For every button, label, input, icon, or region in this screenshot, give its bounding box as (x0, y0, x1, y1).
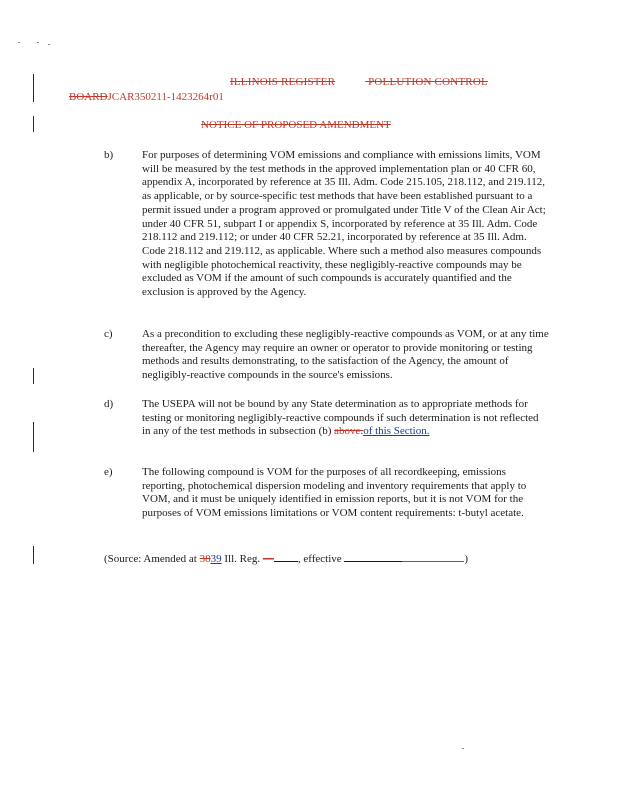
subsection-label: e) (104, 466, 113, 478)
subsection-b (104, 149, 549, 300)
date-blank-inserted (402, 551, 464, 562)
scan-speck (462, 748, 464, 749)
deleted-text: above. (334, 425, 364, 438)
document-id (69, 91, 224, 103)
source-note (104, 551, 534, 565)
change-bar (33, 74, 34, 102)
inserted-text: of this Section. (363, 425, 430, 438)
subsection-e (104, 466, 549, 521)
agency-name: POLLUTION CONTROL (368, 76, 488, 88)
source-effective: , effective (297, 553, 342, 565)
subsection-label: c) (104, 328, 113, 340)
subsection-label: b) (104, 149, 114, 161)
subsection-text: The USEPA will not be bound by any State determination as to appropriate methods for testing or monitoring negligibly-reactive compounds if such determination is not reflected in any of the test methods in subsection (b) (142, 398, 539, 438)
change-bar (33, 116, 34, 132)
subsection-d (104, 398, 549, 439)
scan-speck (37, 42, 39, 43)
page-blank (274, 551, 298, 562)
date-blank (344, 551, 402, 562)
source-register: Ill. Reg. (224, 553, 261, 565)
source-close: ) (464, 553, 469, 565)
register-header (230, 76, 518, 88)
deleted-volume: 38 (199, 553, 211, 565)
subsection-text: The following compound is VOM for the purposes of all recordkeeping, emissions reporting, photochemical dispersion modeling and inventory requirements that apply to VOM, and it must be uniquely identified in emission reports, but it is not VOM for the purposes of VOM emissions limitations or VOM content requirements: t-butyl acetate. (142, 466, 527, 520)
subsection-c (104, 328, 549, 383)
inserted-volume: 39 (210, 553, 222, 565)
change-bar (33, 368, 34, 384)
register-name: ILLINOIS REGISTER (230, 76, 336, 88)
deleted-board-text: BOARD (69, 91, 108, 103)
deleted-dash: — (262, 553, 274, 565)
change-bar (33, 422, 34, 452)
source-prefix: (Source: Amended at (104, 553, 197, 565)
jcar-number: JCAR350211-1423264r01 (107, 91, 224, 103)
subsection-text: As a precondition to excluding these negligibly-reactive compounds as VOM, or at any time thereafter, the Agency may require an owner or operator to provide monitoring or testing methods and results demonstrating, to the satisfaction of the Agency, the amount of negligibly-reactive compounds in the source's emissions. (142, 328, 549, 382)
scan-speck (18, 42, 20, 43)
subsection-label: d) (104, 398, 114, 410)
subsection-text: For purposes of determining VOM emissions and compliance with emissions limits, VOM will be measured by the test methods in the approved implementation plan or 40 CFR 60, appendix A, incorporated by reference at 35 Ill. Adm. Code 215.105, 218.112, and 219.112, as applicable, or by source-specific test methods that have been established pursuant to a permit issued under a program approved or promulgated under Title V of the Clean Air Act; under 40 CFR 51, subpart I or appendix S, incorporated by reference at 35 Ill. Adm. Code 218.112 and 219.112; or under 40 CFR 52.21, incorporated by reference at 35 Ill. Adm. Code 218.112 and 219.112, as applicable. Where such a method also measures compounds with negligible photochemical reactivity, these negligibly-reactive compounds may be excluded as VOM if the amount of such compounds is accurately quantified and the exclusion is approved by the Agency. (142, 149, 546, 299)
subsection-text-wrapper (142, 398, 549, 439)
notice-title: NOTICE OF PROPOSED AMENDMENT (201, 119, 391, 131)
scan-speck (48, 44, 50, 45)
change-bar (33, 546, 34, 564)
